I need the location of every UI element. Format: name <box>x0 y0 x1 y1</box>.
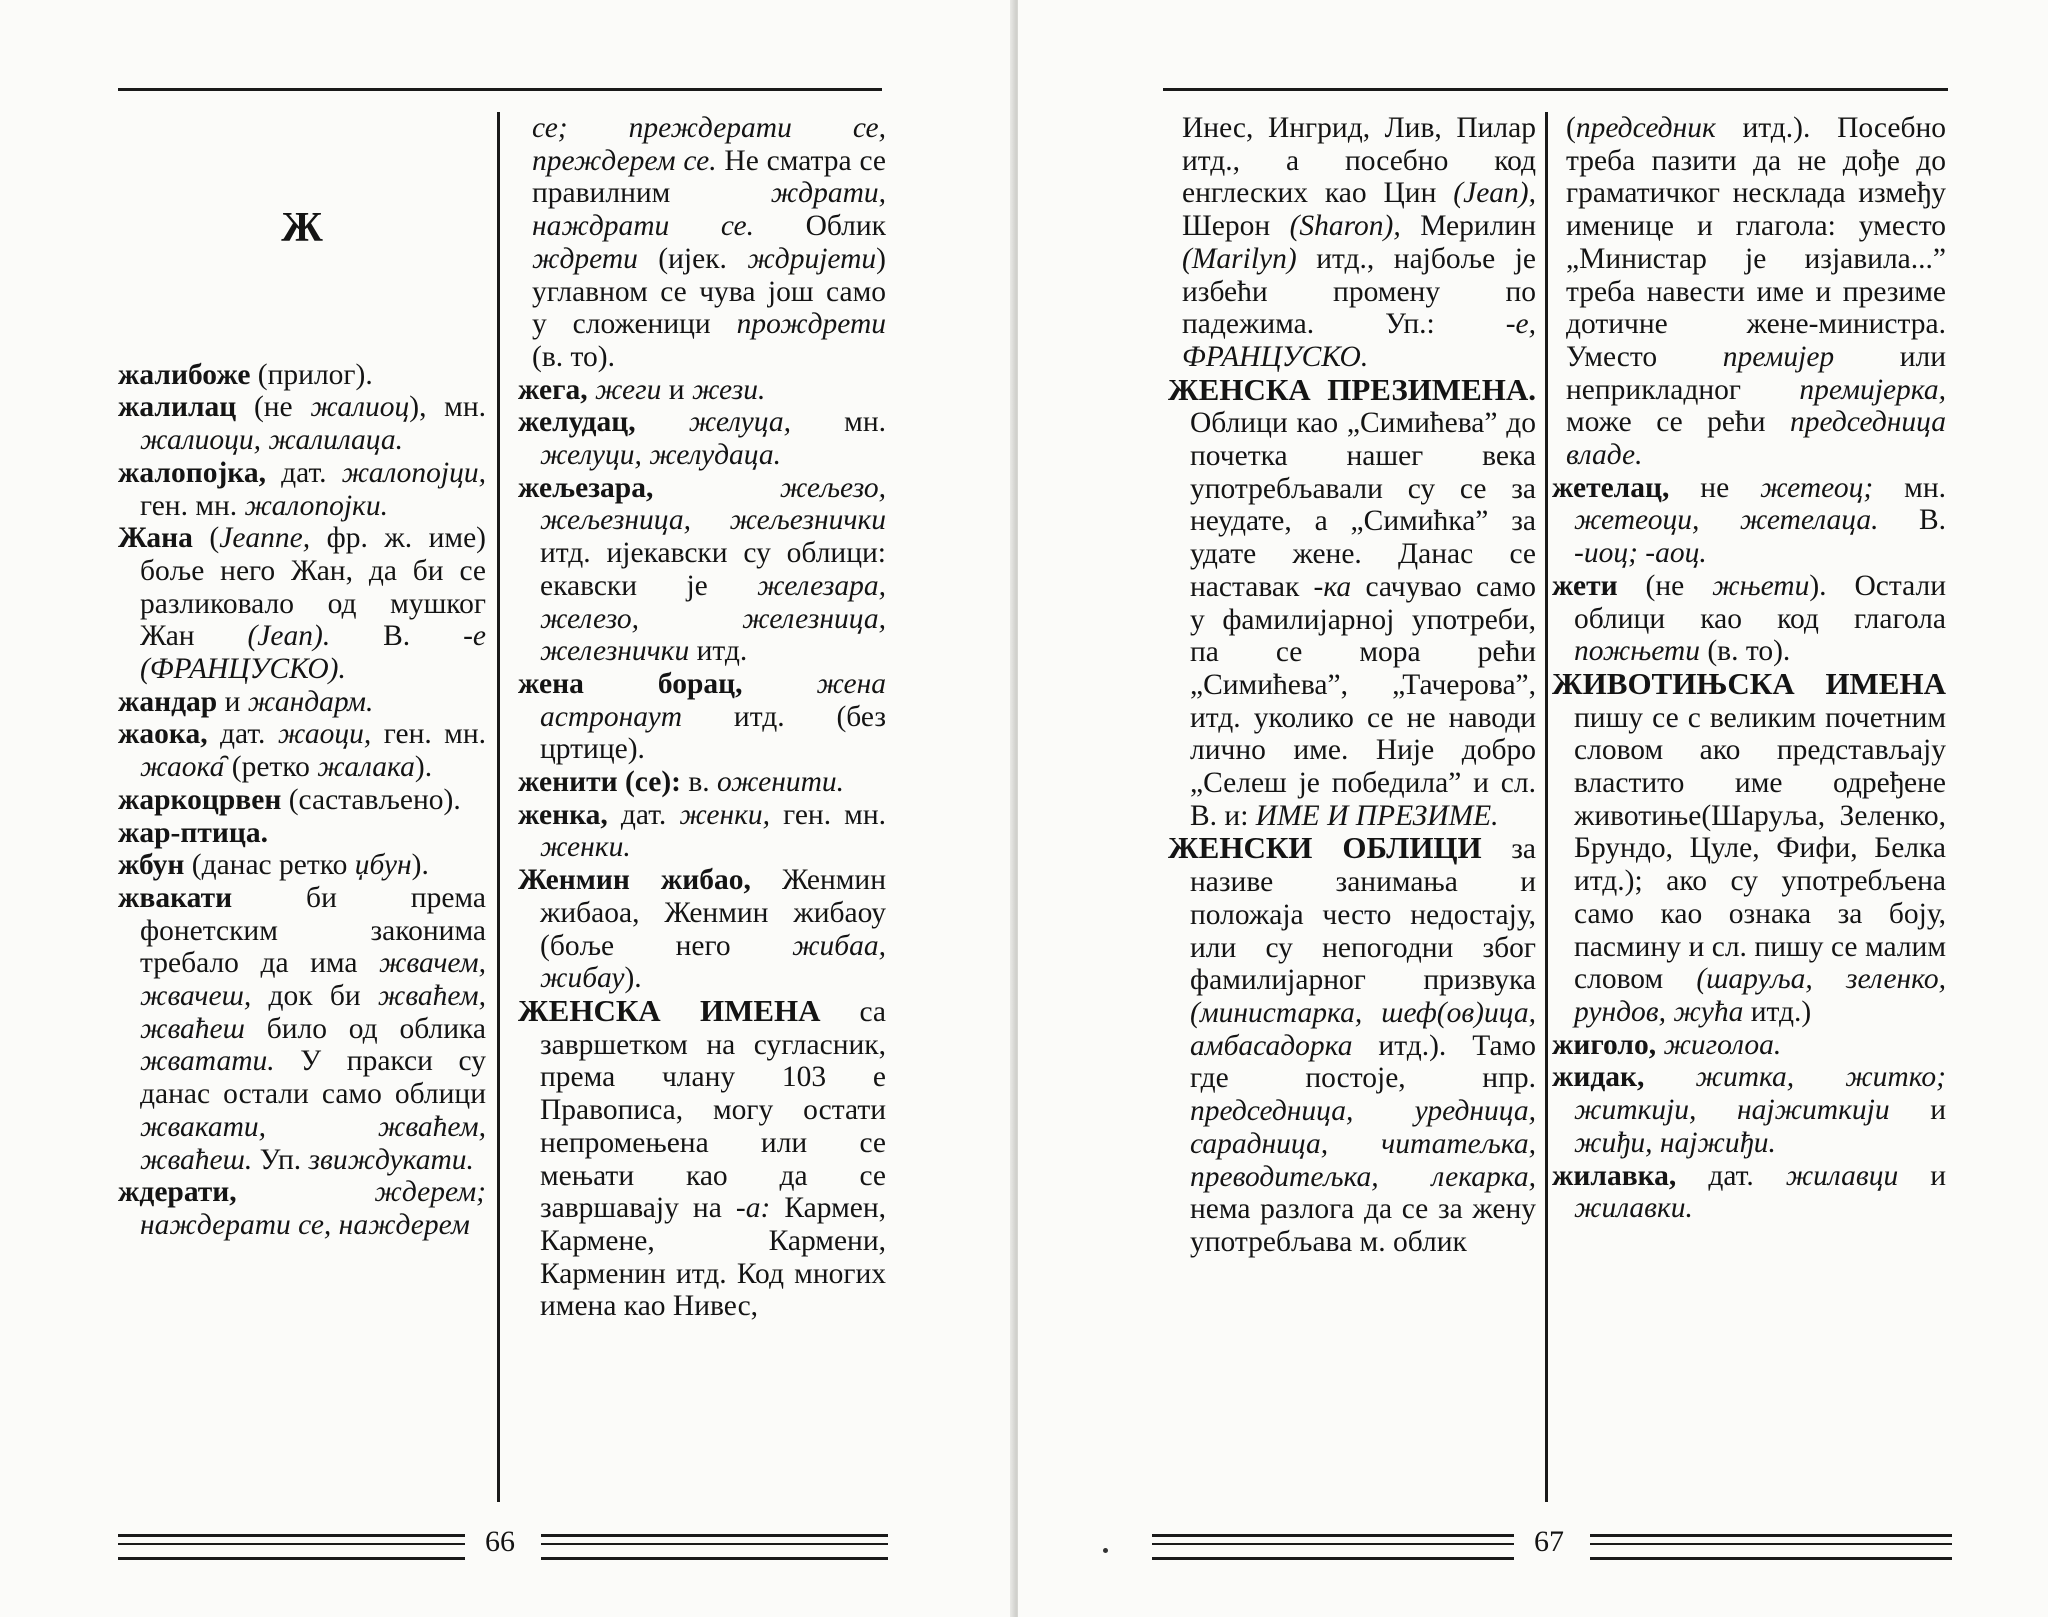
footer-rule <box>1590 1534 1952 1560</box>
right-page-column-1 <box>1168 112 1536 1492</box>
dictionary-entry: жидак, житка, житко; житкији, најжиткији и жиђи, најжиђи. <box>1552 1061 1946 1159</box>
dictionary-entry: женка, дат. женки, ген. мн. женки. <box>518 798 886 864</box>
footer-rule <box>118 1534 465 1560</box>
entry-continuation: Инес, Ингрид, Лив, Пилар итд., а посебно код енглеских као Цин (Jean), Шерон (Sharon), Мерилин (Marilyn) итд., најбоље је избећи промену по падежима. Уп.: -е, ФРАНЦУСКО. <box>1182 112 1536 373</box>
right-page <box>1018 0 2048 1617</box>
dictionary-entry: ЖЕНСКА ПРЕЗИМЕНА. Облици као „Симићева” до почетка нашег века употребљавали су се за неудате, а „Симићка” за удате жене. Данас се наставак -ка сачувао само у фамилијарној употреби, па се мора рећи „Симићева”, „Тачерова”, итд. уколико се не наводи лично име. Није добро „Селеш је победила” и сл. В. и: ИМЕ И ПРЕЗИМЕ. <box>1168 371 1536 832</box>
entry-continuation: (председник итд.). Посебно треба пазити да не дође до граматичког несклада између именице и глагола: уместо „Министар је изјавила...” треба навести име и презиме дотичне жене-министра. Уместо премијер или неприкладног премијерка, може се рећи председница владе. <box>1566 112 1946 472</box>
dictionary-entry: женити (се): в. оженити. <box>518 766 845 799</box>
dictionary-entry: жалибоже (прилог). <box>118 358 373 391</box>
dictionary-entry: ЖЕНСКИ ОБЛИЦИ за називе занимања и положаја често недостају, или су непогодни због фамилијарног призвука (министарка, шеф(ов)ица, амбасадорка итд.). Тамо где постоје, нпр. председница, уредница, сарадница, читатељка, преводитељка, лекарка, нема разлога да се за жену употребљава м. облик <box>1168 830 1536 1258</box>
dictionary-entry: жетелац, не жетеоц; мн. жетеоци, жетелаца. В. -иоц; -аоц. <box>1552 471 1946 570</box>
dictionary-entry: жаока, дат. жаоци, ген. мн. жаока̑ (ретко жалака). <box>118 718 486 784</box>
footer-rule <box>541 1534 888 1560</box>
dictionary-entry: жељезара, жељезо, жељезница, жељезнички итд. ијекавски су облици: екавски је железара, железо, железница, железнички итд. <box>518 471 886 668</box>
dictionary-entry: ЖИВОТИЊСКА ИМЕНА пишу се с великим почетним словом ако представљају властито име одређене животиње(Шаруља, Зеленко, Брундо, Цуле, Фифи, Белка итд.); ако су употребљена само као ознака за боју, пасмину и сл. пишу се малим словом (шаруља, зеленко, рундов, жућа итд.) <box>1552 665 1946 1028</box>
dictionary-entry: Жана (Jeanne, фр. ж. име) боље него Жан, да би се разликовало од мушког Жан (Jean). В. -е (ФРАНЦУСКО). <box>118 522 486 686</box>
dictionary-entry: жалопојка, дат. жалопојци, ген. мн. жалопојки. <box>118 456 486 522</box>
dictionary-entry: жандар и жандарм. <box>118 685 374 718</box>
dictionary-entry: жети (не жњети). Остали облици као код глагола пожњети (в. то). <box>1552 569 1946 668</box>
entry-continuation: се; преждерати се, преждерем се. Не сматра се правилним ждрати, наждрати се. Облик ждрети (ијек. ждријети) углавном се чува још само у сложеници прождрети (в. то). <box>532 112 886 373</box>
page-footer <box>1152 1524 1952 1564</box>
print-speck <box>1103 1548 1108 1553</box>
dictionary-entry: жбун (данас ретко џбун). <box>118 849 429 882</box>
dictionary-entry: Женмин жибао, Женмин жибаоа, Женмин жибаоу (боље него жибаа, жибау). <box>518 864 886 995</box>
page-number: 67 <box>1534 1525 1564 1558</box>
section-letter: Ж <box>281 205 323 251</box>
left-page <box>0 0 1014 1617</box>
dictionary-entry: ждерати, ждерем; наждерати се, наждерем <box>118 1176 486 1241</box>
page-footer <box>118 1524 888 1564</box>
dictionary-entry: жена борац, жена астронаут итд. (без цртице). <box>518 667 886 766</box>
left-page-column-2 <box>518 112 886 1492</box>
dictionary-entry: жилавка, дат. жилавци и жилавки. <box>1552 1159 1946 1225</box>
column-divider <box>497 112 500 1502</box>
dictionary-entry: жиголо, жиголоа. <box>1552 1028 1782 1061</box>
left-page-column-1 <box>118 112 486 1492</box>
dictionary-entry: жаркоцрвен (састављено). <box>118 783 461 816</box>
top-rule <box>1163 88 1948 91</box>
right-page-column-2 <box>1552 112 1946 1492</box>
top-rule <box>118 88 882 91</box>
dictionary-entry: жар-птица. <box>118 816 268 849</box>
column-divider <box>1545 112 1548 1502</box>
footer-rule <box>1152 1534 1514 1560</box>
dictionary-entry: желудац, желуца, мн. желуци, желудаца. <box>518 406 886 472</box>
dictionary-entry: жега, жеги и жези. <box>518 373 766 406</box>
page-number: 66 <box>485 1525 515 1558</box>
dictionary-entry: жалилац (не жалиоц), мн. жалиоци, жалилаца. <box>118 391 486 457</box>
dictionary-entry: ЖЕНСКА ИМЕНА са завршетком на сугласник, према члану 103 е Правописа, могу остати непромењена или се мењати као да се завршавају на -а: Кармен, Кармене, Кармени, Карменин итд. Код многих имена као Нивес, <box>518 992 886 1323</box>
dictionary-entry: жвакати би према фонетским законима требало да има жвачем, жвачеш, док би жваћем, жваћеш било од облика жватати. У пракси су данас остали само облици жвакати, жваћем, жваћеш. Уп. звиждукати. <box>118 881 486 1176</box>
